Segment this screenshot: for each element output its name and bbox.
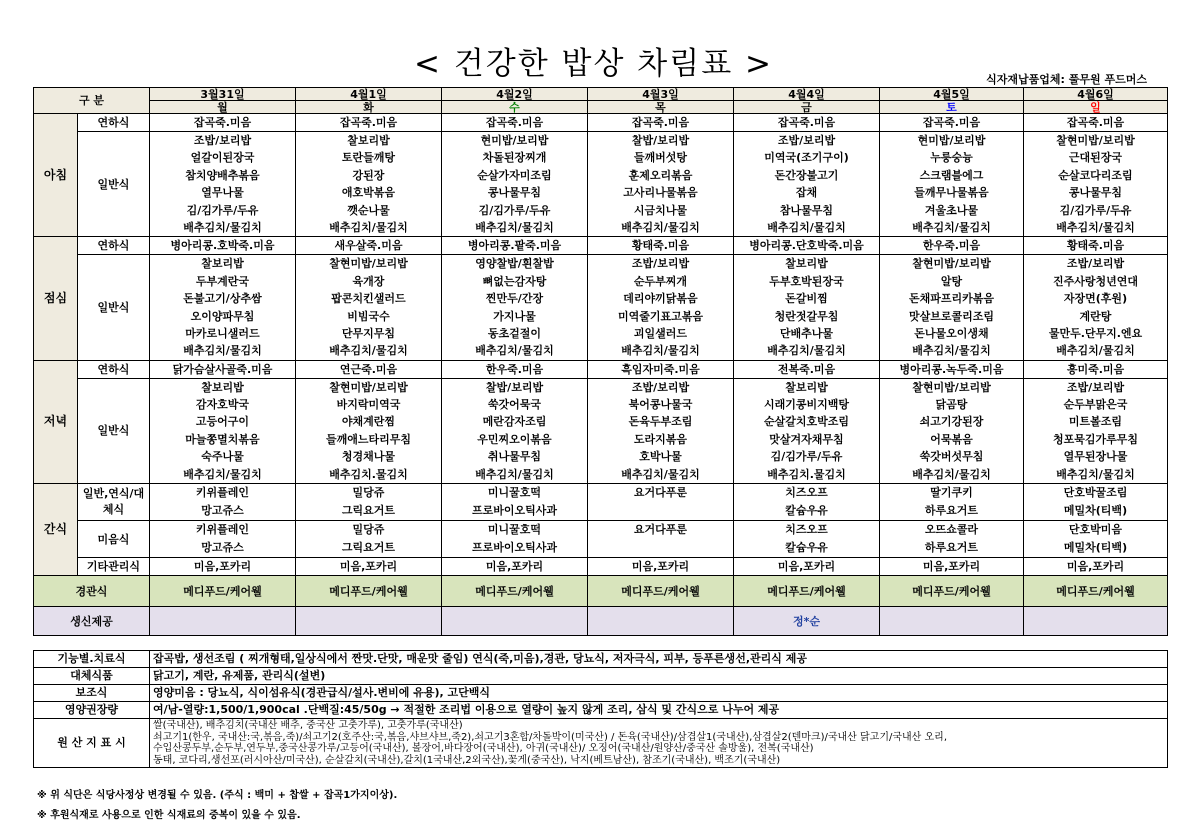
origin-label: 원 산 지 표 시 bbox=[34, 719, 150, 768]
general-diet-cell bbox=[1024, 255, 1168, 360]
general-diet-cell bbox=[150, 132, 296, 237]
menu-item: 고사리나물볶음 bbox=[623, 186, 698, 200]
menu-item: 토란들깨탕 bbox=[341, 151, 396, 165]
menu-item: 애호박볶음 bbox=[341, 186, 396, 200]
menu-item: 조밥/보리밥 bbox=[1066, 380, 1125, 394]
tube-item: 메디푸드/케어웰 bbox=[296, 576, 442, 607]
menu-item: 콩나물무침 bbox=[1068, 186, 1123, 200]
snack-general-cell bbox=[296, 484, 442, 521]
origin-text bbox=[150, 719, 1168, 768]
alt-text: 닭고기, 계란, 유제품, 관리식(설변) bbox=[150, 668, 1168, 685]
snack-label: 간식 bbox=[34, 484, 78, 576]
general-diet-cell bbox=[296, 132, 442, 237]
tube-item: 메디푸드/케어웰 bbox=[880, 576, 1024, 607]
menu-item: 돈불고기/상추쌈 bbox=[183, 292, 262, 306]
general-diet-cell bbox=[442, 132, 588, 237]
menu-item: 딸기쿠키 bbox=[930, 486, 973, 500]
menu-item: 열무된장나물 bbox=[1063, 450, 1128, 464]
soft-diet-item: 흑임자미죽.미음 bbox=[588, 360, 734, 378]
origin-line: 수입산콩두부,순두부,연두부,중국산콩가루/고등어(국내산), 볼장어,바다장어(국내산), 아귀(국내산)/ 오징어(국내산/원양산/중국산 솔방울), 전복(국내산) bbox=[153, 743, 814, 754]
date-header: 4월6일 bbox=[1024, 88, 1168, 101]
menu-item: 배추김치/물김치 bbox=[621, 344, 700, 358]
menu-item: 배추김치/물김치 bbox=[183, 467, 262, 481]
menu-item: 배추김치/물김치 bbox=[183, 344, 262, 358]
menu-item: 찐만두/간장 bbox=[485, 292, 544, 306]
general-diet-cell bbox=[734, 255, 880, 360]
weekday-header: 일 bbox=[1024, 101, 1168, 114]
menu-item: 조밥/보리밥 bbox=[777, 134, 836, 147]
menu-item: 시래기콩비지백탕 bbox=[763, 398, 849, 412]
snack-general-label bbox=[78, 484, 150, 521]
menu-item: 찰현미밥/보리밥 bbox=[912, 257, 991, 271]
menu-item: 겨울초나물 bbox=[924, 203, 979, 217]
general-diet-cell bbox=[588, 255, 734, 360]
weekday-header: 월 bbox=[150, 101, 296, 114]
menu-item: 배추김치/물김치 bbox=[475, 467, 554, 481]
category-header: 구 분 bbox=[34, 88, 150, 114]
general-diet-cell bbox=[442, 255, 588, 360]
menu-item: 팝콘치킨샐러드 bbox=[331, 292, 406, 306]
menu-item: 자장면(후원) bbox=[1063, 292, 1128, 306]
menu-item: 야채계란찜 bbox=[341, 415, 396, 429]
tube-item: 메디푸드/케어웰 bbox=[1024, 576, 1168, 607]
menu-item: 들깨애느타리무침 bbox=[325, 432, 411, 446]
weekday-header: 금 bbox=[734, 101, 880, 114]
menu-item: 키위플레인 bbox=[195, 486, 250, 500]
snack-puree-cell bbox=[880, 521, 1024, 558]
snack-other-item: 미음,포카리 bbox=[296, 558, 442, 576]
general-diet-label: 일반식 bbox=[78, 132, 150, 237]
snack-puree-label: 미음식 bbox=[78, 521, 150, 558]
menu-item: 맛살겨자채무침 bbox=[769, 432, 844, 446]
menu-item: 괴일샐러드 bbox=[633, 326, 688, 340]
menu-item: 얼갈이된장국 bbox=[190, 151, 255, 165]
general-diet-cell bbox=[1024, 378, 1168, 483]
menu-item: 미트볼조림 bbox=[1068, 415, 1123, 429]
menu-item: 메밀차(티백) bbox=[1063, 541, 1128, 555]
menu-item: 배추김치.물김치 bbox=[329, 467, 408, 481]
date-header: 4월3일 bbox=[588, 88, 734, 101]
menu-item: 콩나물무침 bbox=[487, 186, 542, 200]
menu-item: 스크램블에그 bbox=[919, 168, 984, 182]
birthday-item: 정*순 bbox=[734, 607, 880, 636]
menu-item: 가지나물 bbox=[493, 309, 536, 323]
general-diet-cell bbox=[734, 132, 880, 237]
menu-item: 조밥/보리밥 bbox=[193, 134, 252, 147]
menu-item: 망고쥬스 bbox=[201, 504, 244, 518]
menu-item: 배추김치/물김치 bbox=[475, 220, 554, 234]
date-header: 3월31일 bbox=[150, 88, 296, 101]
menu-item: 미니꿀호떡 bbox=[487, 486, 542, 500]
menu-item: 돈채파프리카볶음 bbox=[908, 292, 994, 306]
menu-item: 현미밥/보리밥 bbox=[480, 134, 549, 147]
menu-item: 물만두.단무지.엔요 bbox=[1048, 326, 1143, 340]
snack-other-item: 미음,포카리 bbox=[880, 558, 1024, 576]
menu-item: 순살가자미조림 bbox=[477, 168, 552, 182]
menu-item: 맛살브로콜리조림 bbox=[908, 309, 994, 323]
menu-item: 찰보리밥 bbox=[201, 257, 244, 271]
menu-item: 메란감자조림 bbox=[482, 415, 547, 429]
menu-item: 배추김치/물김치 bbox=[1056, 467, 1135, 481]
menu-item: 순살코다리조림 bbox=[1058, 168, 1133, 182]
menu-item: 배추김치/물김치 bbox=[621, 467, 700, 481]
menu-item: 오뜨쇼콜라 bbox=[924, 523, 979, 537]
menu-item: 배추김치/물김치 bbox=[475, 344, 554, 358]
weekday-header: 토 bbox=[880, 101, 1024, 114]
menu-item: 알탕 bbox=[940, 274, 963, 288]
menu-item: 찰현미밥/보리밥 bbox=[329, 257, 408, 271]
menu-item: 순두부찌개 bbox=[633, 274, 688, 288]
general-diet-cell bbox=[880, 132, 1024, 237]
menu-item: 배추김치/물김치 bbox=[329, 344, 408, 358]
origin-line: 쌀(국내산), 배추김치(국내산 배추, 중국산 고춧가루), 고춧가루(국내산) bbox=[153, 720, 463, 731]
menu-item: 배추김치/물김치 bbox=[912, 220, 991, 234]
menu-item: 칼슘우유 bbox=[785, 504, 828, 518]
general-diet-cell bbox=[734, 378, 880, 483]
supp-text: 영양미음 : 당뇨식, 식이섬유식(경관급식/설사.변비에 유용), 고단백식 bbox=[150, 685, 1168, 702]
tube-item: 메디푸드/케어웰 bbox=[588, 576, 734, 607]
menu-item: 조밥/보리밥 bbox=[631, 380, 690, 394]
soft-diet-item: 황태죽.미음 bbox=[588, 237, 734, 255]
menu-item: 잡채 bbox=[795, 186, 818, 200]
soft-diet-label: 연하식 bbox=[78, 237, 150, 255]
snack-puree-cell bbox=[296, 521, 442, 558]
menu-item: 찰보리밥 bbox=[785, 380, 828, 394]
menu-item: 요거다푸룬 bbox=[633, 523, 688, 537]
soft-diet-item: 병아리콩.단호박죽.미음 bbox=[734, 237, 880, 255]
menu-item: 김/김가루/두유 bbox=[1059, 203, 1132, 217]
menu-item: 요거다푸룬 bbox=[633, 486, 688, 500]
menu-item: 단무지무침 bbox=[341, 326, 396, 340]
menu-item: 두부호박된장국 bbox=[769, 274, 844, 288]
menu-item: 배추김치.물김치 bbox=[767, 467, 846, 481]
menu-item: 찰밥/보리밥 bbox=[631, 134, 690, 147]
soft-diet-label: 연하식 bbox=[78, 360, 150, 378]
menu-item: 순살갈치호박조림 bbox=[763, 415, 849, 429]
menu-item: 배추김치/물김치 bbox=[1056, 344, 1135, 358]
meal-label: 저녁 bbox=[34, 360, 78, 483]
nutr-label: 영양권장량 bbox=[34, 702, 150, 719]
soft-diet-item: 흥미죽.미음 bbox=[1024, 360, 1168, 378]
nutr-text: 여/남-열량:1,500/1,900cal .단백질:45/50g → 적절한 조리법 이용으로 열량이 높지 않게 조리, 삼식 및 간식으로 나누어 제공 bbox=[150, 702, 1168, 719]
menu-item: 진주사랑청년연대 bbox=[1052, 274, 1138, 288]
snack-puree-cell bbox=[734, 521, 880, 558]
general-diet-cell bbox=[442, 378, 588, 483]
menu-item: 김/김가루/두유 bbox=[770, 450, 843, 464]
birthday-item bbox=[150, 607, 296, 636]
menu-item: 마카로니샐러드 bbox=[185, 326, 260, 340]
menu-item: 단호박미음 bbox=[1068, 523, 1123, 537]
soft-diet-item: 전복죽.미음 bbox=[734, 360, 880, 378]
menu-item: 하루요거트 bbox=[924, 504, 979, 518]
menu-item: 강된장 bbox=[352, 168, 385, 182]
menu-item: 취나물무침 bbox=[487, 450, 542, 464]
menu-item: 배추김치/물김치 bbox=[767, 220, 846, 234]
menu-item: 들깨버섯탕 bbox=[633, 151, 688, 165]
menu-item: 김/김가루/두유 bbox=[186, 203, 259, 217]
menu-item bbox=[588, 539, 733, 557]
menu-item: 숙주나물 bbox=[201, 450, 244, 464]
menu-item: 배추김치/물김치 bbox=[912, 467, 991, 481]
date-header: 4월2일 bbox=[442, 88, 588, 101]
menu-item: 미역줄기표고볶음 bbox=[617, 309, 703, 323]
birthday-item bbox=[588, 607, 734, 636]
menu-item: 뼈없는감자탕 bbox=[482, 274, 547, 288]
menu-item: 쑥갓버섯무침 bbox=[919, 450, 984, 464]
menu-item: 미니꿀호떡 bbox=[487, 523, 542, 537]
menu-item: 근대된장국 bbox=[1068, 151, 1123, 165]
menu-item: 밀당쥬 bbox=[352, 486, 385, 500]
snack-other-label: 기타관리식 bbox=[78, 558, 150, 576]
menu-item: 북어콩나물국 bbox=[628, 398, 693, 412]
menu-item: 훈제오리볶음 bbox=[628, 168, 693, 182]
menu-item: 단호박꿀조림 bbox=[1063, 486, 1128, 500]
tube-label: 경관식 bbox=[34, 576, 150, 607]
general-diet-label: 일반식 bbox=[78, 378, 150, 483]
menu-item: 밀당쥬 bbox=[352, 523, 385, 537]
menu-item: 찰보리밥 bbox=[785, 257, 828, 271]
menu-item: 동초겉절이 bbox=[487, 326, 542, 340]
supplier-label: 식자재납품업체: 풀무원 푸드머스 bbox=[986, 73, 1147, 86]
footnote: ※ 위 식단은 식당사정상 변경될 수 있음. (주식 : 백미 + 찹쌀 + 잡곡1가지이상). bbox=[37, 790, 398, 801]
snack-other-item: 미음,포카리 bbox=[588, 558, 734, 576]
supp-label: 보조식 bbox=[34, 685, 150, 702]
snack-general-cell bbox=[880, 484, 1024, 521]
soft-diet-item: 잡곡죽.미음 bbox=[296, 114, 442, 132]
page-title: < 건강한 밥상 차림표 > bbox=[414, 46, 773, 82]
general-diet-cell bbox=[150, 255, 296, 360]
birthday-item bbox=[1024, 607, 1168, 636]
general-diet-cell bbox=[588, 132, 734, 237]
menu-item: 조밥/보리밥 bbox=[631, 257, 690, 271]
general-diet-cell bbox=[150, 378, 296, 483]
menu-item: 돈나물오이생채 bbox=[914, 326, 989, 340]
menu-item: 치즈오프 bbox=[785, 486, 828, 500]
menu-item bbox=[588, 502, 733, 520]
menu-item: 그릭요거트 bbox=[341, 541, 396, 555]
footnote: ※ 후원식재로 사용으로 인한 식재료의 중복이 있을 수 있음. bbox=[37, 810, 301, 821]
menu-item: 메밀차(티백) bbox=[1063, 504, 1128, 518]
menu-item: 두부계란국 bbox=[195, 274, 250, 288]
meal-label: 아침 bbox=[34, 114, 78, 237]
menu-item: 찰밥/보리밥 bbox=[485, 380, 544, 394]
menu-item: 고등어구이 bbox=[195, 415, 250, 429]
menu-item: 시금치나물 bbox=[633, 203, 688, 217]
soft-diet-item: 병아리콩.녹두죽.미음 bbox=[880, 360, 1024, 378]
date-header: 4월1일 bbox=[296, 88, 442, 101]
menu-item: 찰보리밥 bbox=[201, 380, 244, 394]
menu-item: 치즈오프 bbox=[785, 523, 828, 537]
menu-item: 영양찰밥/흰찰밥 bbox=[475, 257, 554, 271]
menu-item: 돈육두부조림 bbox=[628, 415, 693, 429]
general-diet-cell bbox=[296, 255, 442, 360]
soft-diet-item: 잡곡죽.미음 bbox=[588, 114, 734, 132]
menu-item: 배추김치/물김치 bbox=[621, 220, 700, 234]
menu-item: 배추김치/물김치 bbox=[329, 220, 408, 234]
menu-item: 키위플레인 bbox=[195, 523, 250, 537]
menu-item: 미역국(조기구이) bbox=[764, 151, 849, 165]
birthday-item bbox=[442, 607, 588, 636]
weekday-header: 화 bbox=[296, 101, 442, 114]
menu-item: 계란탕 bbox=[1079, 309, 1112, 323]
menu-item: 마늘쫑멸치볶음 bbox=[185, 432, 260, 446]
menu-item: 현미밥/보리밥 bbox=[917, 134, 986, 147]
menu-item: 감자호박국 bbox=[195, 398, 250, 412]
menu-item: 쑥갓어묵국 bbox=[487, 398, 542, 412]
menu-item: 프로바이오틱사과 bbox=[471, 541, 557, 555]
menu-item: 배추김치/물김치 bbox=[1056, 220, 1135, 234]
menu-item: 닭곰탕 bbox=[935, 398, 968, 412]
snack-general-cell bbox=[1024, 484, 1168, 521]
menu-item: 청포묵김가루무침 bbox=[1052, 432, 1138, 446]
soft-diet-item: 잡곡죽.미음 bbox=[1024, 114, 1168, 132]
soft-diet-item: 잡곡죽.미음 bbox=[734, 114, 880, 132]
menu-item: 누룽숭늉 bbox=[930, 151, 973, 165]
menu-item: 열무나물 bbox=[201, 186, 244, 200]
menu-item: 참치양배추볶음 bbox=[185, 168, 260, 182]
snack-general-cell bbox=[442, 484, 588, 521]
soft-diet-item: 한우죽.미음 bbox=[442, 360, 588, 378]
snack-general-cell bbox=[588, 484, 734, 521]
general-diet-cell bbox=[1024, 132, 1168, 237]
menu-item: 조밥/보리밥 bbox=[1066, 257, 1125, 271]
snack-puree-cell bbox=[1024, 521, 1168, 558]
alt-label: 대체식품 bbox=[34, 668, 150, 685]
menu-item: 육개장 bbox=[352, 274, 385, 288]
birthday-item bbox=[296, 607, 442, 636]
tube-item: 메디푸드/케어웰 bbox=[150, 576, 296, 607]
menu-item: 배추김치/물김치 bbox=[912, 344, 991, 358]
meal-label: 점심 bbox=[34, 237, 78, 360]
menu-item: 바지락미역국 bbox=[336, 398, 401, 412]
soft-diet-item: 잡곡죽.미음 bbox=[442, 114, 588, 132]
functional-label: 기능별.치료식 bbox=[34, 651, 150, 668]
menu-item: 순두부맑은국 bbox=[1063, 398, 1128, 412]
menu-item: 쇠고기강된장 bbox=[919, 415, 984, 429]
menu-item: 우민찌오이볶음 bbox=[477, 432, 552, 446]
origin-line: 쇠고기1(한우, 국내산:국,볶음,죽)/쇠고기2(호주산:국,볶음,샤브샤브,죽2),쇠고기3혼합/차돌박이(미국산) / 돈육(국내산)/삼겹살1(국내산),삼겹살2(덴마크)/국내산 닭고기/국내산 오리, bbox=[153, 731, 948, 743]
menu-item: 찰현미밥/보리밥 bbox=[1056, 134, 1135, 147]
menu-item: 비빔국수 bbox=[347, 309, 390, 323]
snack-puree-cell bbox=[442, 521, 588, 558]
soft-diet-item: 잡곡죽.미음 bbox=[880, 114, 1024, 132]
menu-item: 들깨무나물볶음 bbox=[914, 186, 989, 200]
date-header: 4월5일 bbox=[880, 88, 1024, 101]
snack-general-cell bbox=[150, 484, 296, 521]
general-diet-label: 일반식 bbox=[78, 255, 150, 360]
menu-item: 배추김치/물김치 bbox=[183, 220, 262, 234]
menu-item: 단배추나물 bbox=[779, 326, 834, 340]
menu-item: 하루요거트 bbox=[924, 541, 979, 555]
menu-item: 돈간장불고기 bbox=[774, 168, 839, 182]
weekday-header: 목 bbox=[588, 101, 734, 114]
snack-general-cell bbox=[734, 484, 880, 521]
weekday-header: 수 bbox=[442, 101, 588, 114]
menu-item: 깻순나물 bbox=[347, 203, 390, 217]
soft-diet-item: 연근죽.미음 bbox=[296, 360, 442, 378]
soft-diet-item: 한우죽.미음 bbox=[880, 237, 1024, 255]
general-diet-cell bbox=[588, 378, 734, 483]
general-diet-cell bbox=[880, 255, 1024, 360]
menu-item: 청란젓갈무침 bbox=[774, 309, 839, 323]
menu-item: 호박나물 bbox=[639, 450, 682, 464]
menu-item: 프로바이오틱사과 bbox=[471, 504, 557, 518]
soft-diet-item: 병아리콩.호박죽.미음 bbox=[150, 237, 296, 255]
menu-item: 데리야끼닭볶음 bbox=[623, 292, 698, 306]
functional-text: 잡곡밥, 생선조림 ( 찌개형태,일상식에서 짠맛.단맛, 매운맛 줄임) 연식(죽,미음),경관, 당뇨식, 저자극식, 피부, 등푸른생선,관리식 제공 bbox=[150, 651, 1168, 668]
menu-item: 김/김가루/두유 bbox=[478, 203, 551, 217]
info-table bbox=[33, 650, 1168, 768]
menu-item: 찰현미밥/보리밥 bbox=[912, 380, 991, 394]
menu-item: 망고쥬스 bbox=[201, 541, 244, 555]
birthday-item bbox=[880, 607, 1024, 636]
menu-item: 배추김치/물김치 bbox=[767, 344, 846, 358]
snack-other-item: 미음,포카리 bbox=[734, 558, 880, 576]
snack-other-item: 미음,포카리 bbox=[442, 558, 588, 576]
menu-item: 청경채나물 bbox=[341, 450, 396, 464]
menu-item: 칼슘우유 bbox=[785, 541, 828, 555]
menu-item: 도라지볶음 bbox=[633, 432, 688, 446]
menu-item: 그릭요거트 bbox=[341, 504, 396, 518]
menu-item: 오이양파무침 bbox=[190, 309, 255, 323]
general-diet-cell bbox=[296, 378, 442, 483]
soft-diet-item: 닭가슴살사골죽.미음 bbox=[150, 360, 296, 378]
snack-puree-cell bbox=[150, 521, 296, 558]
soft-diet-item: 잡곡죽.미음 bbox=[150, 114, 296, 132]
menu-item: 돈갈비찜 bbox=[785, 292, 828, 306]
menu-item: 어묵볶음 bbox=[930, 432, 973, 446]
snack-other-item: 미음,포카리 bbox=[150, 558, 296, 576]
snack-puree-cell bbox=[588, 521, 734, 558]
menu-item: 참나물무침 bbox=[779, 203, 834, 217]
soft-diet-item: 황태죽.미음 bbox=[1024, 237, 1168, 255]
tube-item: 메디푸드/케어웰 bbox=[442, 576, 588, 607]
origin-line: 동태, 코다리,생선포(러시아산/미국산), 순살갈치(국내산),갈치(1국내산,2외국산),꽃게(중국산), 낙지(베트남산), 참조기(국내산), 백조기(국내산) bbox=[153, 754, 781, 766]
menu-item: 찰보리밥 bbox=[347, 134, 390, 147]
soft-diet-label: 연하식 bbox=[78, 114, 150, 132]
birthday-label: 생신제공 bbox=[34, 607, 150, 636]
menu-item: 차돌된장찌개 bbox=[482, 151, 547, 165]
date-header: 4월4일 bbox=[734, 88, 880, 101]
menu-item: 찰현미밥/보리밥 bbox=[329, 380, 408, 394]
soft-diet-item: 새우살죽.미음 bbox=[296, 237, 442, 255]
soft-diet-item: 병아리콩.팥죽.미음 bbox=[442, 237, 588, 255]
snack-general-label-text: 일반,연식/대체식 bbox=[82, 487, 145, 517]
general-diet-cell bbox=[880, 378, 1024, 483]
snack-other-item: 미음,포카리 bbox=[1024, 558, 1168, 576]
tube-item: 메디푸드/케어웰 bbox=[734, 576, 880, 607]
menu-table bbox=[33, 87, 1168, 636]
